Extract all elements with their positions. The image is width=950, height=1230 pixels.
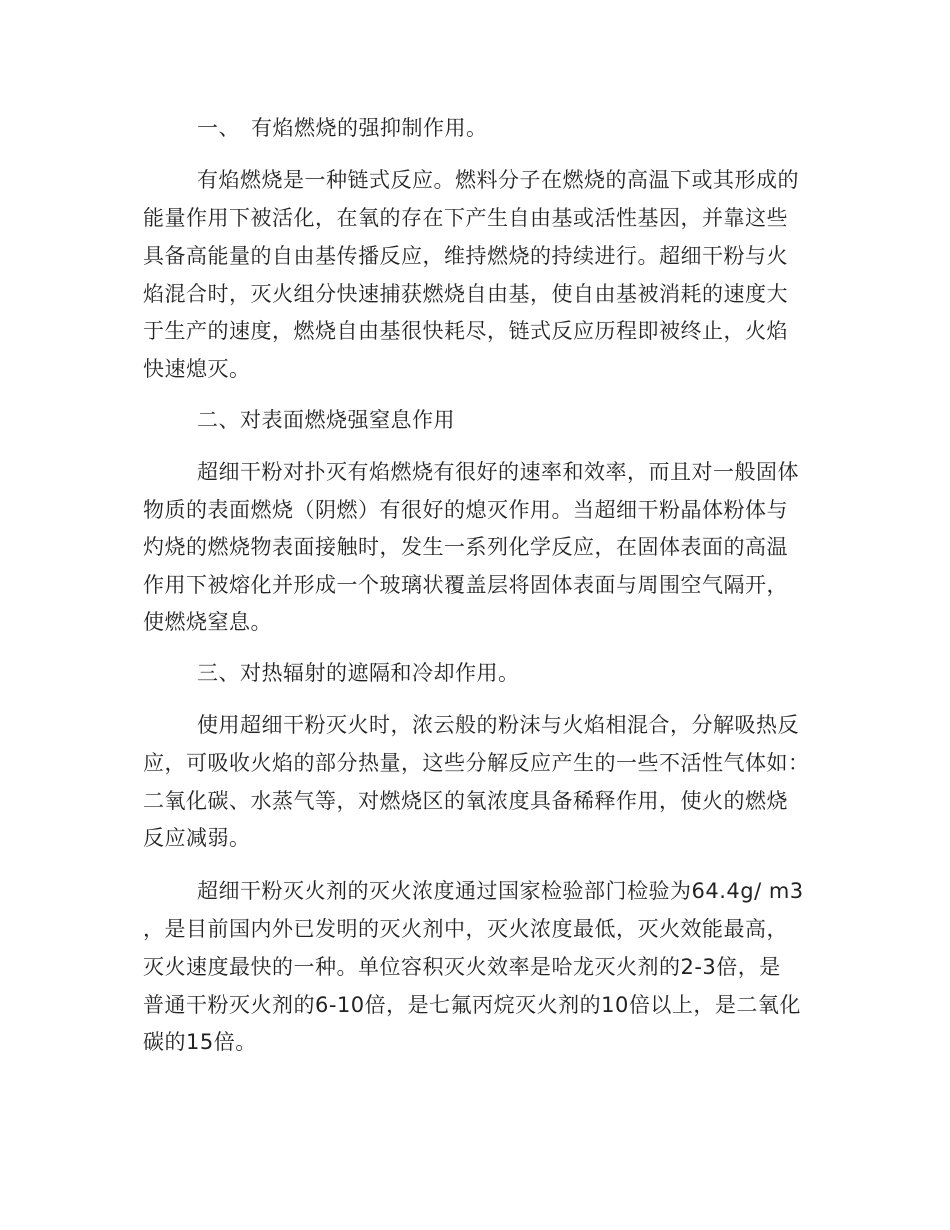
paragraph-line: 使用超细干粉灭火时，浓云般的粉沫与火焰相混合，分解吸热反 — [197, 713, 799, 737]
paragraph-line: 快速熄灭。 — [143, 357, 251, 381]
paragraph-line: 能量作用下被活化，在氧的存在下产生自由基或活性基因，并靠这些 — [143, 206, 788, 230]
paragraph-line: 使燃烧窒息。 — [143, 610, 272, 634]
paragraph-line: 超细干粉对扑灭有焰燃烧有很好的速率和效率，而且对一般固体 — [197, 460, 799, 484]
paragraph-line: ，是目前国内外已发明的灭火剂中，灭火浓度最低，灭火效能最高， — [143, 917, 788, 941]
paragraph-line: 应，可吸收火焰的部分热量，这些分解反应产生的一些不活性气体如： — [143, 751, 810, 775]
section-heading-1: 一、 有焰燃烧的强抑制作用。 — [197, 116, 488, 140]
paragraph-line: 二氧化碳、水蒸气等，对燃烧区的氧浓度具备稀释作用，使火的燃烧 — [143, 789, 788, 813]
paragraph-line: 灼烧的燃烧物表面接触时，发生一系列化学反应，在固体表面的高温 — [143, 535, 788, 559]
paragraph-line: 作用下被熔化并形成一个玻璃状覆盖层将固体表面与周围空气隔开， — [143, 573, 788, 597]
section-heading-3: 三、对热辐射的遮隔和冷却作用。 — [197, 661, 520, 685]
paragraph-line: 超细干粉灭火剂的灭火浓度通过国家检验部门检验为64.4g/ m3 — [197, 879, 804, 903]
paragraph-line: 物质的表面燃烧（阴燃）有很好的熄灭作用。当超细干粉晶体粉体与 — [143, 498, 788, 522]
paragraph-line: 普通干粉灭火剂的6-10倍，是七氟丙烷灭火剂的10倍以上，是二氧化 — [143, 993, 801, 1017]
paragraph-line: 反应减弱。 — [143, 826, 251, 850]
paragraph-line: 焰混合时，灭火组分快速捕获燃烧自由基，使自由基被消耗的速度大 — [143, 282, 788, 306]
paragraph-line: 灭火速度最快的一种。单位容积灭火效率是哈龙灭火剂的2-3倍，是 — [143, 955, 781, 979]
paragraph-line: 具备高能量的自由基传播反应，维持燃烧的持续进行。超细干粉与火 — [143, 244, 788, 268]
paragraph-line: 有焰燃烧是一种链式反应。燃料分子在燃烧的高温下或其形成的 — [197, 168, 799, 192]
paragraph-line: 于生产的速度，燃烧自由基很快耗尽，链式反应历程即被终止，火焰 — [143, 319, 788, 343]
section-heading-2: 二、对表面燃烧强窒息作用 — [197, 408, 455, 432]
paragraph-line: 碳的15倍。 — [143, 1030, 257, 1054]
